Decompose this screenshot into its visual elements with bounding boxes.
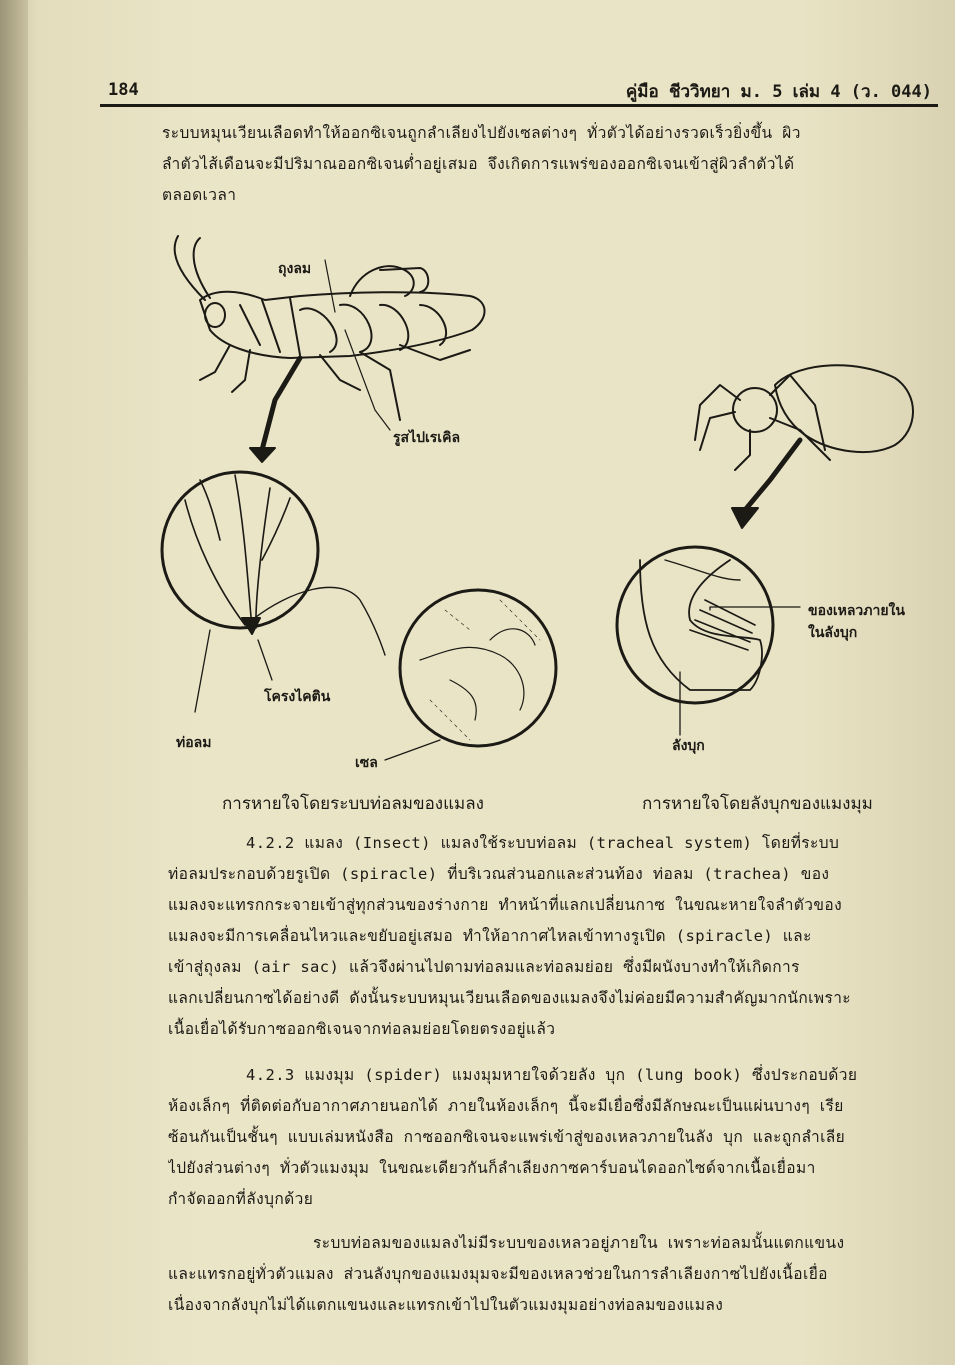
label-air-sac: ถุงลม [278,261,312,277]
text-line: ระบบหมุนเวียนเลือดทำให้ออกซิเจนถูกลำเลียงไปยังเซลต่างๆ ทั่วตัวได้อย่างรวดเร็วยิ่งขึ้น ผิว [162,124,801,142]
text-line: แมลงจะมีการเคลื่อนไหวและขยับอยู่เสมอ ทำให้อากาศไหลเข้าทางรูเปิด (spiracle) และ [168,927,812,945]
text-line: แลกเปลี่ยนกาซได้อย่างดี ดังนั้นระบบหมุนเวียนเลือดของแมลงจึงไม่ค่อยมีความสำคัญมากนักเพราะ [168,989,852,1007]
caption-insect: การหายใจโดยระบบท่อลมของแมลง [222,794,484,814]
section-4-2-2 [168,828,938,1045]
text-line: แมลงจะแทรกกระจายเข้าสู่ทุกส่วนของร่างกาย ทำหน้าที่แลกเปลี่ยนกาซ ในขณะหายใจลำตัวของ [168,896,843,914]
caption-spider: การหายใจโดยลังบุกของแมงมุม [642,794,873,814]
text-line: ไปยังส่วนต่างๆ ทั่วตัวแมงมุม ในขณะเดียวกันก็ลำเลียงกาซคาร์บอนไดออกไซด์จากเนื้อเยื่อมา [168,1159,816,1177]
magnified-cell-circle [400,590,556,746]
text-line: ท่อลมประกอบด้วยรูเปิด (spiracle) ที่บริเวณส่วนอกและส่วนท้อง ท่อลม (trachea) ของ [168,865,830,883]
label-book-fluid-2: ในลังบุก [808,625,858,641]
label-cell: เซล [355,755,378,771]
section-4-2-3 [168,1060,938,1215]
text-line: ตลอดเวลา [162,186,237,204]
text-line: เนื่องจากลังบุกไม่ได้แตกแขนงและแทรกเข้าไปในตัวแมงมุมอย่างท่อลมของแมลง [168,1296,724,1314]
label-book-lung: ลังบุก [672,738,705,754]
text-line: ระบบท่อลมของแมลงไม่มีระบบของเหลวอยู่ภายใน เพราะท่อลมนั้นแตกแขนง [313,1234,845,1252]
text-line: 4.2.2 แมลง (Insect) แมลงใช้ระบบท่อลม (tracheal system) โดยที่ระบบ [246,834,840,852]
text-line: กำจัดออกที่ลังบุกด้วย [168,1190,314,1208]
text-line: เข้าสู่ถุงลม (air sac) แล้วจึงผ่านไปตามท่อลมและท่อลมย่อย ซึ่งมีผนังบางทำให้เกิดการ [168,958,800,976]
label-trachea: ท่อลม [176,735,212,751]
text-line: ซ้อนกันเป็นชั้นๆ แบบเล่มหนังสือ กาซออกซิเจนจะแพร่เข้าสู่ของเหลวภายในลัง บุก และถูกลำเลีย [168,1128,846,1146]
text-line: และแทรกอยู่ทั่วตัวแมลง ส่วนลังบุกของแมงมุมจะมีของเหลวช่วยในการลำเลียงกาซไปยังเนื้อเยื่อ [168,1265,828,1283]
text-line: ห้องเล็กๆ ที่ติดต่อกับอากาศภายนอกได้ ภายในห้องเล็กๆ นี้จะมีเยื่อซึ่งมีลักษณะเป็นแผ่นบางๆ เรีย [168,1097,844,1115]
label-spiracle: รูสไปเรเคิล [393,430,461,446]
running-title: คู่มือ ชีววิทยา ม. 5 เล่ม 4 (ว. 044) [625,82,932,102]
text-line: 4.2.3 แมงมุม (spider) แมงมุมหายใจด้วยลัง บุก (lung book) ซึ่งประกอบด้วย [246,1066,858,1084]
text-line: ลำตัวไส้เดือนจะมีปริมาณออกซิเจนต่ำอยู่เสมอ จึงเกิดการแพร่ของออกซิเจนเข้าสู่ผิวลำตัวได้ [162,155,795,173]
text-line: เนื้อเยื่อได้รับกาซออกซิเจนจากท่อลมย่อยโดยตรงอยู่แล้ว [168,1020,556,1038]
page-number: 184 [108,80,139,100]
label-chitin: โครงไคติน [264,689,331,705]
label-book-fluid-1: ของเหลวภายใน [808,603,905,619]
magnified-tracheole-circle [162,472,318,628]
closing-paragraph [168,1228,938,1321]
spider-drawing [695,365,913,528]
